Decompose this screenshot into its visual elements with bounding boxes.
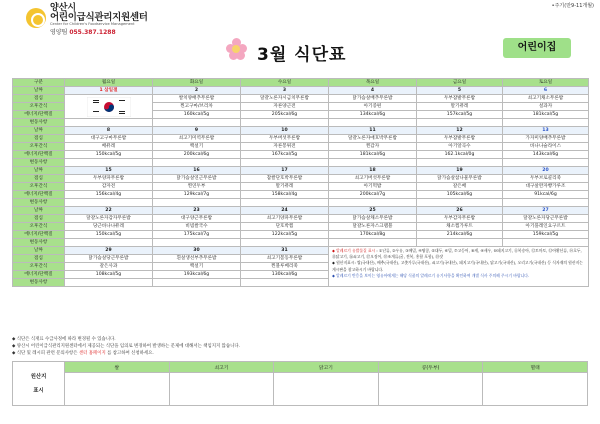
row-label: 변동사항 [13,239,65,247]
energy-cell: 159kcal/5g [503,231,589,239]
table-row [13,143,589,151]
snack-cell: 아기떡밥 [329,183,417,191]
row-label: 날짜 [13,207,65,215]
lunch-cell: 닭가슴살참나물무른밥 [417,175,503,183]
row-label: 점심 [13,95,65,103]
energy-cell: 134kcal/6g [329,111,417,119]
header-cell: 목요일 [329,79,417,87]
snack-cell: 대구살완자빵가루조 [503,183,589,191]
energy-cell: 157kcal/5g [417,111,503,119]
lunch-cell: 달걀노른자당근무른밥 [503,215,589,223]
lunch-cell: 쇠고기봄동무른밥 [241,255,329,263]
origin-header: 콩(두부) [378,362,483,373]
energy-cell: 143kcal/6g [503,151,589,159]
date-cell: 17 [241,167,329,175]
date-cell: 31 [241,247,329,255]
nutrition-team-label: 영양팀 [50,29,68,37]
lunch-cell: 닭가슴살당근무른밥 [65,255,153,263]
snack-cell: 설과자 [503,103,589,111]
lunch-cell: 닭가슴살채소무른밥 [329,215,417,223]
lunch-cell: 대구양근무른밥 [153,215,241,223]
date-cell: 30 [153,247,241,255]
allergy-notes [329,247,589,287]
header-cell: 금요일 [417,79,503,87]
origin-header: 쇠고기 [169,362,274,373]
table-row [13,215,589,223]
facility-badge: 어린이집 [503,38,571,58]
date-cell: 27 [503,207,589,215]
origin-label: 원산지 표시 [13,362,65,406]
snack-cell: 딸기퓨레 [241,183,329,191]
origin-value [169,373,274,406]
snack-cell: 갈은배 [417,183,503,191]
energy-cell: 167kcal/5g [241,151,329,159]
lunch-cell: 대구고구마무른밥 [65,135,153,143]
table-row [13,199,589,207]
row-label: 오후간식 [13,263,65,271]
homepage-link[interactable]: 센터 홈페이지 [78,351,106,356]
snack-cell: 찐블루베리죽 [241,263,329,271]
snack-cell: 찐연두부 [153,183,241,191]
lunch-cell: 두부감자무른밥 [417,215,503,223]
lunch-cell: 두부잡발무른밥 [417,95,503,103]
table-row [13,95,589,103]
footnote-3: ◆ 식단 및 레시피 관련 문의사항은 센터 홈페이지 를 참고하여 신청하세요. [12,351,154,356]
lunch-cell: 닭가슴살연근무른밥 [153,175,241,183]
center-logo-icon [26,8,46,28]
snack-cell: 찐고구마/브리차 [153,103,241,111]
table-row [13,127,589,135]
header-cell: 화요일 [153,79,241,87]
lunch-cell: 두부브로콜리죽 [503,175,589,183]
date-cell: 13 [503,127,589,135]
row-label: 점심 [13,175,65,183]
energy-cell: 162.1kcal/0g [417,151,503,159]
lunch-cell: 쌀치양배추무른밥 [153,95,241,103]
row-label: 에너지/단백질 [13,111,65,119]
snack-cell: 백설기 [153,143,241,151]
date-cell: 9 [153,127,241,135]
energy-cell: 193kcal/6g [153,271,241,279]
row-label: 오후간식 [13,143,65,151]
date-cell: 25 [329,207,417,215]
energy-cell: 129kcal/7g [153,191,241,199]
lunch-cell: 달걀노른자애호박무른밥 [329,135,417,143]
date-cell: 23 [153,207,241,215]
lunch-cell: 닭가슴살배추무른밥 [329,95,417,103]
energy-cell: 200kcal/7g [329,191,417,199]
row-label: 변동사항 [13,279,65,287]
row-label: 오후간식 [13,223,65,231]
header-cell: 토요일 [503,79,589,87]
table-row [13,231,589,239]
lunch-cell: 가자미양배추무른밥 [503,135,589,143]
snack-cell: 배퓨레 [65,143,153,151]
table-row [13,207,589,215]
table-row [13,159,589,167]
date-cell: 1 삼일절 [65,87,153,95]
date-cell: 12 [417,127,503,135]
table-row [13,223,589,231]
row-label: 에너지/단백질 [13,191,65,199]
energy-cell: 160kcal/5g [153,111,241,119]
snack-cell: 바나나슬라이스 [503,143,589,151]
row-label: 오후간식 [13,103,65,111]
date-cell: 24 [241,207,329,215]
origin-header: 닭고기 [274,362,379,373]
snack-cell: 백설기 [153,263,241,271]
date-cell: 22 [65,207,153,215]
date-cell: 29 [65,247,153,255]
lunch-cell: 쇠고기미역무른밥 [153,135,241,143]
contact [50,30,148,36]
table-row [13,119,589,127]
snack-cell: 당근바나나퓨레 [65,223,153,231]
lunch-cell: 달걀노른자시금치무른밥 [241,95,329,103]
energy-cell: 214kcal/6g [417,231,503,239]
age-group-note: •주기(만9-11개월) [551,3,594,9]
snack-cell: 찐감자 [329,143,417,151]
org-block [50,4,148,36]
row-label: 변동사항 [13,199,65,207]
menu-table [12,78,589,287]
allergy-note-title: ◆ 알레르기 유발물질 표시 [332,248,376,253]
header-cell: 월요일 [65,79,153,87]
snack-cell: 아기알곡수 [417,143,503,151]
origin-value [483,373,588,406]
date-cell: 2 [153,87,241,95]
energy-cell: 181kcal/5g [503,111,589,119]
table-row [13,239,589,247]
date-cell: 19 [417,167,503,175]
energy-cell: 200kcal/6g [153,151,241,159]
snack-cell: 비빔쌀국수 [153,223,241,231]
origin-note: ◆ 원산지표시: 쌀(국내산), 배추(국내산), 고춧가루(국내산), 쇠고기(국내산), 돼지고기(국내산), 닭고기(국내산), 오리고기(국내산) 등 식자재의 원산지는 게시판을 참고하시기 바랍니다. [332,260,583,272]
date-cell: 3 [241,87,329,95]
row-label: 변동사항 [13,159,65,167]
table-row [13,135,589,143]
snack-cell: 딸기퓨레 [417,103,503,111]
snack-cell: 자른봉튀전 [241,143,329,151]
lunch-cell: 두부잡발무른밥 [417,135,503,143]
date-cell: 10 [241,127,329,135]
origin-value [274,373,379,406]
table-row [13,151,589,159]
row-label: 에너지/단백질 [13,231,65,239]
row-label: 점심 [13,215,65,223]
table-row [13,167,589,175]
energy-cell: 130kcal/6g [241,271,329,279]
row-label: 날짜 [13,87,65,95]
lunch-cell: 달걀노른자감자무른밥 [65,215,153,223]
lunch-cell: 두부버섯무른밥 [241,135,329,143]
row-label: 에너지/단백질 [13,271,65,279]
lunch-cell: 흰살생선부추무른밥 [153,255,241,263]
date-cell: 15 [65,167,153,175]
row-label: 변동사항 [13,119,65,127]
snack-cell: 자른양근전 [241,103,329,111]
origin-value [378,373,483,406]
korean-flag-icon [87,97,131,117]
table-header-row [13,79,589,87]
table-row [13,175,589,183]
row-label: 날짜 [13,127,65,135]
allergy-note-list: : ①난류, ②우유, ③메밀, ④땅콩, ⑤대두, ⑥밀, ⑦고등어, ⑧게, ⑨새우, ⑩돼지고기, ⑪복숭아, ⑫토마토, ⑬아황산류, ⑭호두, ⑮닭고기, ⑯쇠고기, ⑰오징어, ⑱조개류(굴, 전복, 홍합 포함), ⑲잣 [332,248,582,260]
header-cell: 구분 [13,79,65,87]
date-cell: 8 [65,127,153,135]
footnotes [12,336,240,357]
snack-cell: 단호박찜 [241,223,329,231]
row-label: 오후간식 [13,183,65,191]
snack-cell: 감자전 [65,183,153,191]
energy-cell: 181kcal/6g [329,151,417,159]
row-label: 에너지/단백질 [13,151,65,159]
lunch-cell: 찹쌀단호박무른밥 [241,175,329,183]
origin-table [12,361,588,406]
flower-icon [226,38,248,60]
date-cell: 5 [417,87,503,95]
date-cell: 18 [329,167,417,175]
header-cell: 수요일 [241,79,329,87]
center-name: 어린이급식관리지원센터 [50,12,148,24]
snack-cell: 채소찜가루트 [417,223,503,231]
snack-cell: 아기플레인요구르트 [503,223,589,231]
row-label: 점심 [13,135,65,143]
energy-cell: 158kcal/4g [241,191,329,199]
origin-value [65,373,170,406]
energy-cell: 170kcal/8g [329,231,417,239]
date-cell: 4 [329,87,417,95]
energy-cell: 156kcal/4g [65,191,153,199]
energy-cell: 108kcal/5g [65,271,153,279]
row-label: 날짜 [13,167,65,175]
lunch-cell: 쇠고기채소무른밥 [503,95,589,103]
table-row [13,191,589,199]
date-cell: 26 [417,207,503,215]
date-cell: 20 [503,167,589,175]
holiday-flag-cell [65,95,153,119]
date-cell: 6 [503,87,589,95]
footnote-1: ◆ 식단은 식재료 수급사정에 따라 변경될 수 있습니다. [12,337,116,342]
energy-cell: 205kcal/6g [241,111,329,119]
snack-cell: 달걀노른자스크램블 [329,223,417,231]
center-name-en: Center for Children's Foodservice Management [50,22,135,27]
energy-cell: 150kcal/5g [65,231,153,239]
allergy-warning: ◆ 알레르기 반응을 보이는 영유아에게는 해당 식품의 알레르기 유기사항을 확인하여 개별 식사 주의해 주시기 바랍니다. [332,272,530,278]
energy-cell: 91kcal/6g [503,191,589,199]
date-cell: 11 [329,127,417,135]
snack-cell: 갈은사과 [65,263,153,271]
page-title: 3월 식단표 [257,45,347,65]
row-label: 점심 [13,255,65,263]
table-row [13,247,589,255]
row-label: 날짜 [13,247,65,255]
snack-cell: 아기증편 [329,103,417,111]
footnote-2: ◆ 양산시 어린이급식관리지원센터에서 제공되는 식단을 임의로 변경하여 발생하는 문제에 대해서는 책임지지 않습니다. [12,344,240,349]
lunch-cell: 쇠고기양파무른밥 [241,215,329,223]
lunch-cell: 두부양파무른밥 [65,175,153,183]
origin-header: 쌀 [65,362,170,373]
energy-cell: 175kcal/7g [153,231,241,239]
date-cell: 16 [153,167,241,175]
table-row [13,87,589,95]
city-name: 양산시 [50,3,77,13]
lunch-cell: 쇠고기버섯무른밥 [329,175,417,183]
origin-header: 멸태 [483,362,588,373]
phone-number: 055.387.1288 [69,29,116,37]
energy-cell: 105kcal/6g [417,191,503,199]
energy-cell: 122kcal/5g [241,231,329,239]
energy-cell: 150kcal/5g [65,151,153,159]
table-row [13,183,589,191]
